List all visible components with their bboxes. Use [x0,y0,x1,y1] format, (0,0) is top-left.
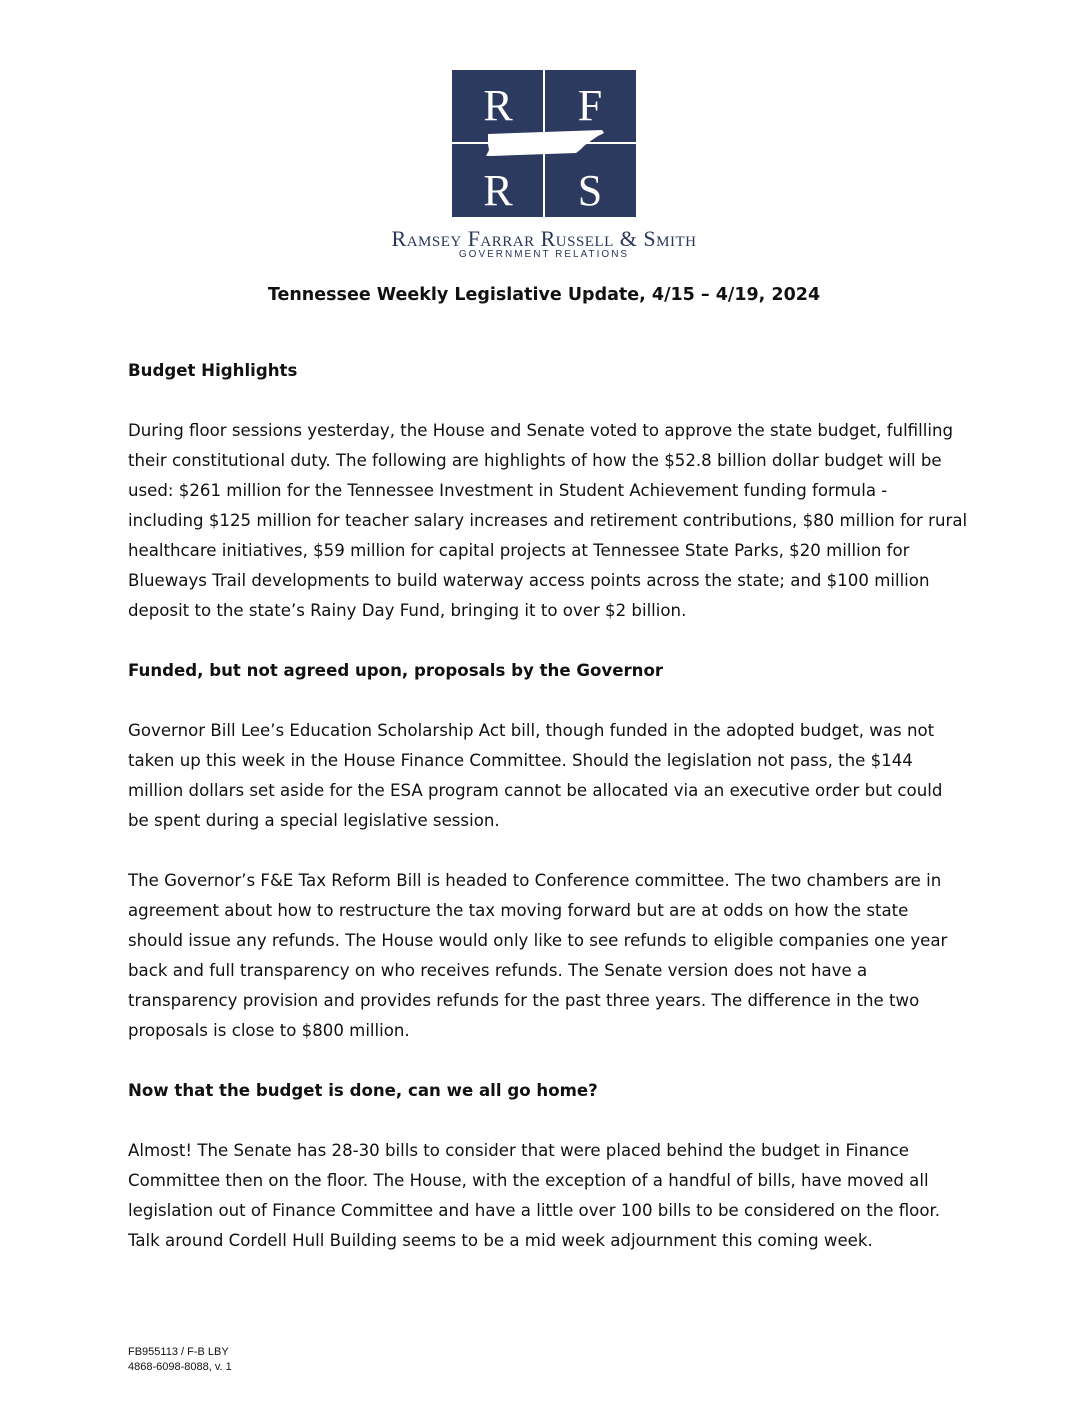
logo-letter-r2: R [483,166,513,215]
logo-letter-s: S [577,166,603,215]
budget-highlights-paragraph: During floor sessions yesterday, the House and Senate voted to approve the state budget, fulfilling their constitutional duty. The following are highlights of how the $52.8 billion dollar budget will be used: $261 million for the Tennessee Investment in Student Achievement funding formula - including $125 million for teacher salary increases and retirement contributions, $80 million for rural healthcare initiatives, $59 million for capital projects at Tennessee State Parks, $20 million for Blueways Trail developments to build waterway access points across the state; and $100 million deposit to the state’s Rainy Day Fund, bringing it to over $2 billion. [128,421,968,620]
firm-name: Ramsey Farrar Russell & Smith [391,226,697,251]
document-body [128,356,968,1286]
funded-proposals-heading: Funded, but not agreed upon, proposals by the Governor [128,661,664,680]
esa-paragraph: Governor Bill Lee’s Education Scholarship Act bill, though funded in the adopted budget, was not taken up this week in the House Finance Committee. Should the legislation not pass, the $144 million dollars set aside for the ESA program cannot be allocated via an executive order but could be spent during a special legislative session. [128,721,943,830]
document-footer [128,1345,232,1375]
fe-tax-paragraph: The Governor’s F&E Tax Reform Bill is headed to Conference committee. The two chambers are in agreement about how to restructure the tax moving forward but are at odds on how the state should issue any refunds. The House would only like to see refunds to eligible companies one year back and full transparency on who receives refunds. The Senate version does not have a transparency provision and provides refunds for the past three years. The difference in the two proposals is close to $800 million. [128,871,948,1040]
logo-letter-r1: R [483,81,513,130]
go-home-paragraph: Almost! The Senate has 28-30 bills to consider that were placed behind the budget in Finance Committee then on the floor. The House, with the exception of a handful of bills, have moved all legislation out of Finance Committee and have a little over 100 bills to be considered on the floor. Talk around Cordell Hull Building seems to be a mid week adjournment this coming week. [128,1141,941,1250]
firm-logo [452,70,636,217]
footer-doc-version: 4868-6098-8088, v. 1 [128,1361,232,1373]
firm-subtitle: GOVERNMENT RELATIONS [458,249,630,260]
footer-doc-code: FB955113 / F-B LBY [128,1346,229,1358]
budget-highlights-heading: Budget Highlights [128,361,298,380]
go-home-heading: Now that the budget is done, can we all go home? [128,1081,598,1100]
logo-letter-f: F [577,81,603,130]
document-title: Tennessee Weekly Legislative Update, 4/15 – 4/19, 2024 [267,285,821,305]
